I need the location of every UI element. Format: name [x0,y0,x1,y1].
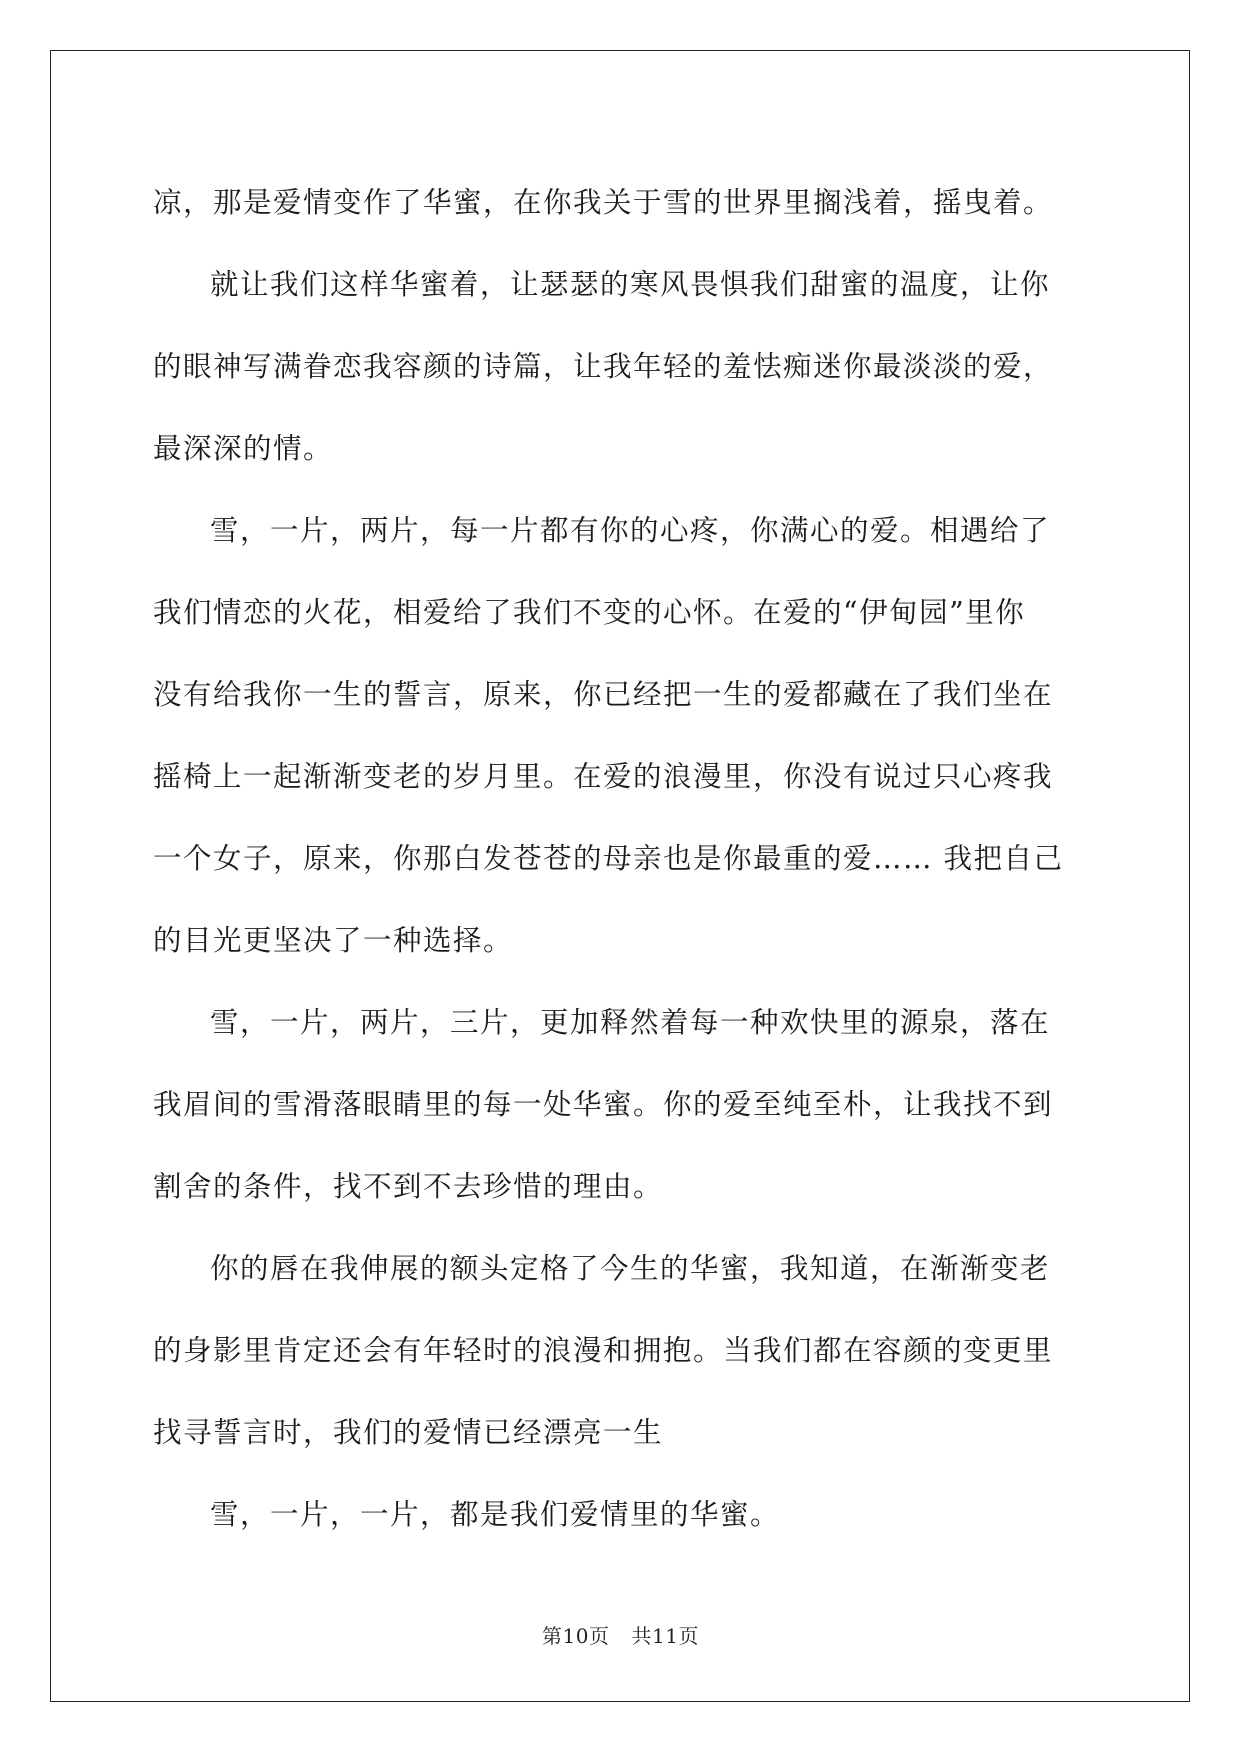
text-line: 割舍的条件，找不到不去珍惜的理由。 [153,1170,664,1203]
text-line: 一个女子，原来，你那白发苍苍的母亲也是你最重的爱…… 我把自己 [153,842,1064,875]
text-line: 我眉间的雪滑落眼睛里的每一处华蜜。你的爱至纯至朴，让我找不到 [153,1088,1054,1121]
text-line: 没有给我你一生的誓言，原来，你已经把一生的爱都藏在了我们坐在 [153,678,1054,711]
text-line: 雪，一片，一片，都是我们爱情里的华蜜。 [210,1498,781,1531]
paragraph [153,982,1093,1228]
text-line: 摇椅上一起渐渐变老的岁月里。在爱的浪漫里，你没有说过只心疼我 [153,760,1054,793]
text-line: 就让我们这样华蜜着，让瑟瑟的寒风畏惧我们甜蜜的温度，让你 [210,268,1051,301]
text-line: 找寻誓言时，我们的爱情已经漂亮一生 [153,1416,664,1449]
text-line: 的眼神写满眷恋我容颜的诗篇，让我年轻的羞怯痴迷你最淡淡的爱， [153,350,1054,383]
text-line: 凉，那是爱情变作了华蜜，在你我关于雪的世界里搁浅着，摇曳着。 [153,186,1054,219]
paragraph [153,244,1093,490]
text-line: 你的唇在我伸展的额头定格了今生的华蜜，我知道，在渐渐变老 [210,1252,1051,1285]
text-line: 我们情恋的火花，相爱给了我们不变的心怀。在爱的“伊甸园”里你 [153,596,1026,629]
paragraph [153,490,1093,982]
page-number: 第10页 [542,1624,610,1648]
text-line: 的目光更坚决了一种选择。 [153,924,514,957]
text-line: 雪，一片，两片，三片，更加释然着每一种欢快里的源泉，落在 [210,1006,1051,1039]
paragraph [153,1474,1093,1556]
text-line: 最深深的情。 [153,432,334,465]
page-total: 共11页 [631,1624,699,1648]
paragraph [153,162,1093,244]
text-line: 的身影里肯定还会有年轻时的浪漫和拥抱。当我们都在容颜的变更里 [153,1334,1054,1367]
page-footer [0,1620,1241,1649]
text-line: 雪，一片，两片，每一片都有你的心疼，你满心的爱。相遇给了 [210,514,1051,547]
paragraph [153,1228,1093,1474]
document-body [153,162,1093,1556]
